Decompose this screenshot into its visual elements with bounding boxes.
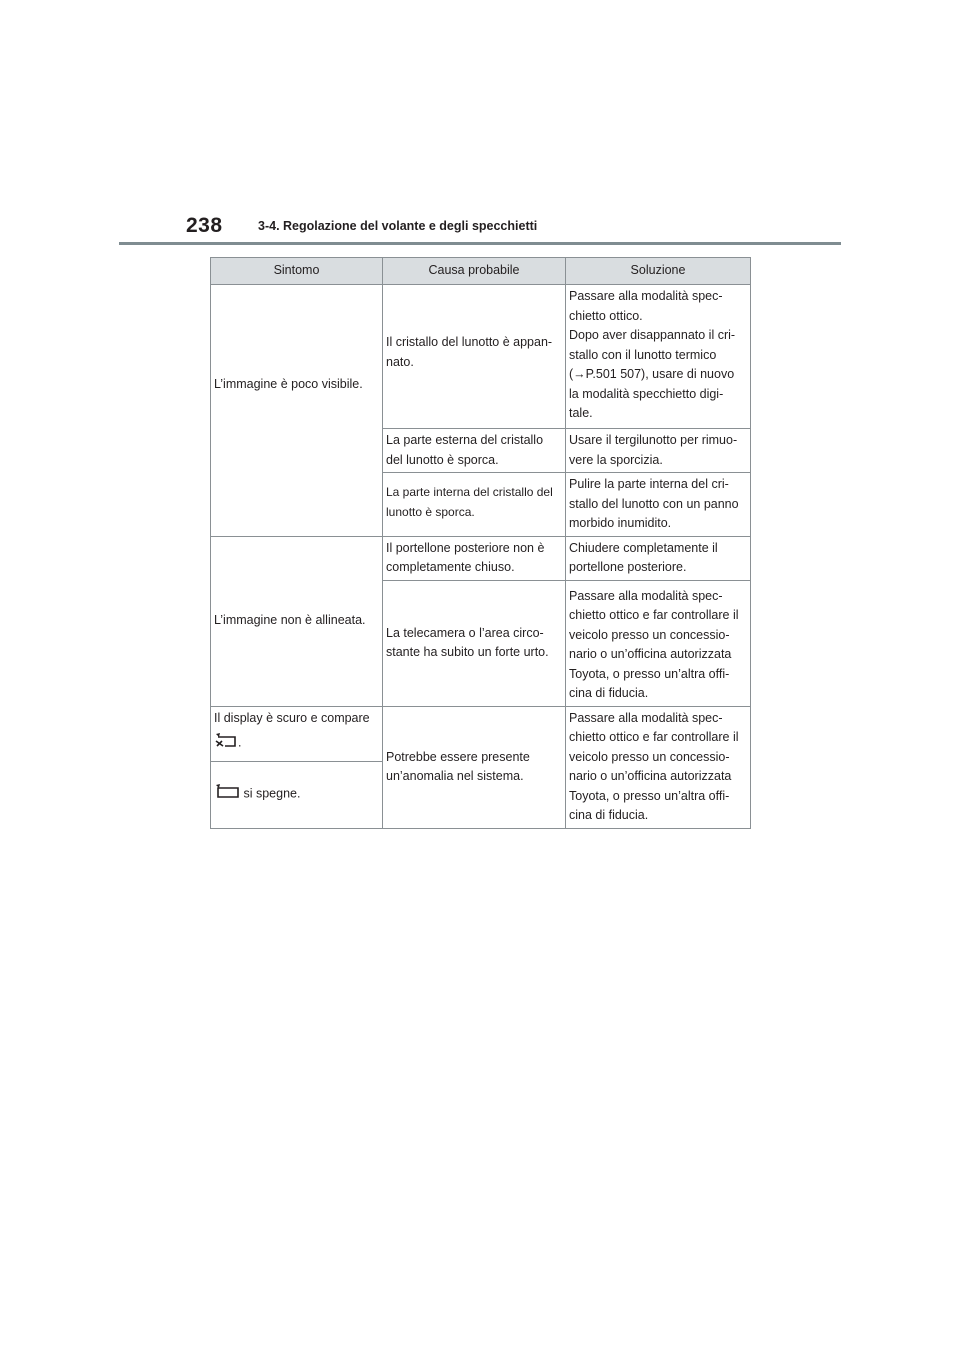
symptom-suffix: . (238, 735, 242, 750)
symptom-text: Il display è scuro e compare (214, 710, 370, 725)
symptom-cell (211, 706, 383, 761)
column-header-symptom: Sintomo (211, 258, 383, 285)
column-header-solution: Soluzione (566, 258, 751, 285)
cause-cell: La telecamera o l’area circo- stante ha subito un forte urto. (383, 580, 566, 706)
cause-cell: La parte esterna del cristallo del lunotto è sporca. (383, 429, 566, 473)
solution-cell: Usare il tergilunotto per rimuo- vere la sporcizia. (566, 429, 751, 473)
solution-cell: Pulire la parte interna del cri- stallo del lunotto con un panno morbido inumidito. (566, 473, 751, 537)
solution-cell: Passare alla modalità spec- chietto ottico e far controllare il veicolo presso un concessio- nario o un’officina autorizzata Toyota, o presso un’altra offi- cina di fiducia. (566, 706, 751, 828)
symptom-text: si spegne. (240, 786, 301, 801)
table-row (211, 285, 751, 429)
table-row (211, 536, 751, 580)
cause-cell: Il cristallo del lunotto è appan- nato. (383, 285, 566, 429)
symptom-cell (211, 285, 383, 537)
table-row (211, 706, 751, 761)
header-rule (119, 242, 841, 245)
column-header-cause: Causa probabile (383, 258, 566, 285)
cause-cell: Potrebbe essere presente un’anomalia nel sistema. (383, 706, 566, 828)
troubleshooting-table (210, 257, 751, 829)
table-header-row (211, 258, 751, 285)
symptom-cell (211, 761, 383, 828)
mirror-icon (214, 783, 240, 806)
cause-cell: Il portellone posteriore non è completamente chiuso. (383, 536, 566, 580)
section-title: 3-4. Regolazione del volante e degli specchietti (258, 219, 538, 233)
mirror-warning-icon (214, 732, 238, 755)
solution-cell: Passare alla modalità spec- chietto ottico e far controllare il veicolo presso un concessio- nario o un’officina autorizzata Toyota, o presso un’altra offi- cina di fiducia. (566, 580, 751, 706)
symptom-cell (211, 536, 383, 706)
symptom-text: L’immagine non è allineata. (214, 613, 366, 628)
solution-cell: Passare alla modalità spec- chietto ottico. Dopo aver disappannato il cri- stallo con il lunotto termico (→P.501 507), usare di nuovo la modalità specchietto digi- tale. (566, 285, 751, 429)
solution-cell: Chiudere completamente il portellone posteriore. (566, 536, 751, 580)
cause-cell: La parte interna del cristallo del lunotto è sporca. (383, 473, 566, 537)
page-number: 238 (186, 214, 223, 237)
symptom-text: L’immagine è poco visibile. (214, 377, 363, 391)
